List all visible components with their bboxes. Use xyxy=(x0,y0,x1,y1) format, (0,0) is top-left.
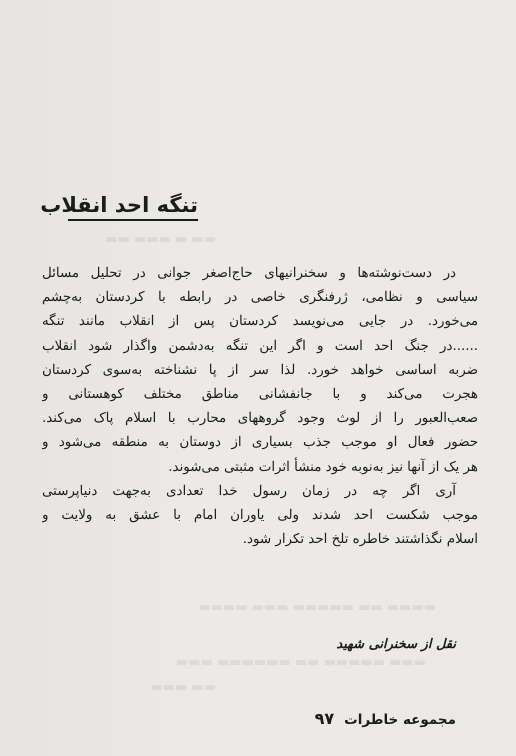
section-heading xyxy=(40,188,198,222)
bleed-through-decoration: ▬▬▬ ▬▬▬▬▬ ▬▬ ▬▬▬▬▬▬ ▬▬▬ xyxy=(176,655,426,670)
page-number: ۹۷ xyxy=(314,709,335,728)
text-line: آری اگر چه در زمان رسول خدا تعدادی به‌جهت دنیاپرستی xyxy=(42,483,456,499)
text-line: در دست‌نوشته‌ها و سخنرانیهای حاج‌اصغر جوانی در تحلیل مسائل xyxy=(42,266,456,281)
text-line: صعب‌العبور را از لوث وجود گروههای محارب با اسلام پاک می‌کند. xyxy=(42,411,478,427)
text-line: موجب شکست احد شدند ولی یاوران امام با عشق به ولایت و xyxy=(42,507,478,523)
heading-underline xyxy=(68,219,198,221)
text-line: ضربه اساسی خواهد خورد. لذا سر از پا نشناخته به‌سوی کردستان xyxy=(42,362,478,378)
bleed-through-decoration: ▬▬ ▬▬▬ xyxy=(150,680,216,695)
bleed-through-decoration: ▬▬▬▬ ▬▬ ▬▬▬▬▬ ▬▬▬ ▬▬▬▬ xyxy=(198,600,436,615)
text-line: سیاسی و نظامی، ژرفنگری خاصی در رابطه با کردستان به‌چشم xyxy=(42,290,478,306)
text-line: اسلام نگذاشتند خاطره تلخ احد تکرار شود. xyxy=(242,532,478,548)
source-attribution: نقل از سخنرانی شهید xyxy=(336,637,456,652)
heading-text: تنگه احد انقلاب xyxy=(40,193,198,217)
text-line: هر یک از آنها نیز به‌نوبه خود منشأ اثرات مثبتی می‌شوند. xyxy=(168,459,478,475)
text-line: ......در جنگ احد است و اگر این تنگه به‌دشمن واگذار شود انقلاب xyxy=(42,338,478,354)
book-title: مجموعه خاطرات xyxy=(344,712,456,728)
body-text xyxy=(42,262,478,552)
text-line: هجرت می‌کند و با جانفشانی مناطق مختلف کوهستانی و xyxy=(42,386,478,402)
page-footer xyxy=(56,709,456,728)
bleed-through-decoration: ▬▬ ▬ ▬▬▬ ▬▬ xyxy=(105,232,216,247)
text-line: حضور فعال او موجب جذب بسیاری از دوستان به منطقه می‌شود و xyxy=(42,435,478,451)
text-line: می‌خورد. در جایی می‌نویسد کردستان پس از انقلاب مانند تنگه xyxy=(42,314,478,330)
